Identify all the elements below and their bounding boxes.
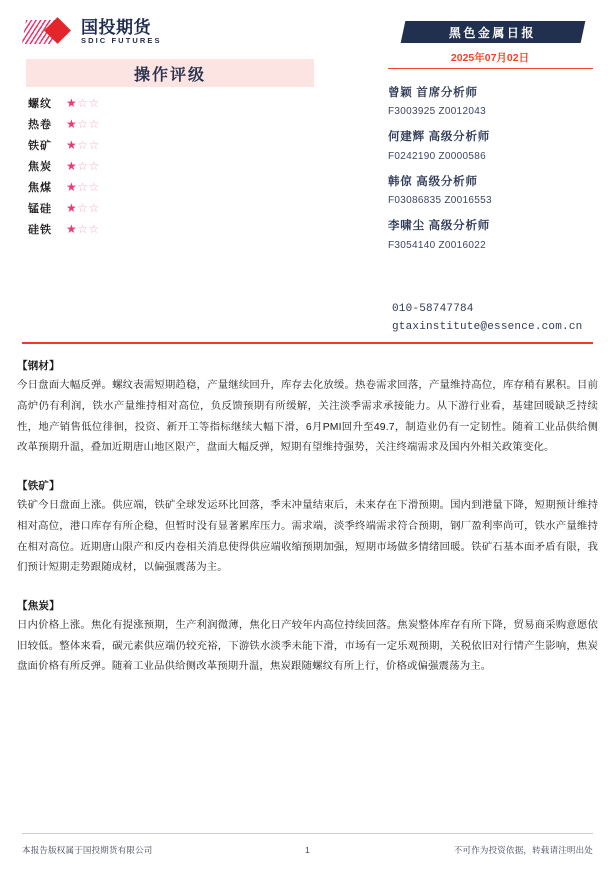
rating-row	[0, 92, 340, 113]
footer-page-number: 1	[305, 845, 310, 855]
rating-row	[0, 197, 340, 218]
rating-stars	[66, 139, 100, 151]
star-empty-icon: ☆	[88, 137, 100, 152]
analyst-name: 何建辉 高级分析师	[388, 131, 491, 144]
rating-stars	[66, 97, 100, 109]
logo-name-en: SDIC FUTURES	[81, 36, 162, 46]
star-filled-icon: ★	[66, 158, 78, 173]
company-logo	[24, 16, 162, 48]
report-section	[17, 356, 598, 459]
report-section	[17, 476, 598, 579]
star-filled-icon: ★	[66, 179, 78, 194]
star-filled-icon: ★	[66, 137, 78, 152]
rating-row	[0, 113, 340, 134]
rating-row	[0, 218, 340, 239]
report-title-banner	[401, 21, 586, 43]
report-body	[0, 356, 615, 695]
analyst-list	[388, 84, 613, 262]
footer-disclaimer: 不可作为投资依据，转载请注明出处	[453, 845, 593, 855]
rating-stars	[66, 202, 100, 214]
star-empty-icon: ☆	[88, 116, 100, 131]
hatched-diamond-logo-icon	[24, 18, 76, 46]
star-empty-icon: ☆	[88, 95, 100, 110]
analyst-entry	[388, 217, 613, 254]
logo-wordmark	[81, 19, 162, 45]
rating-commodity-name: 锰硅	[28, 202, 52, 215]
analyst-name: 曾颖 首席分析师	[388, 87, 478, 99]
analyst-license-codes: F03086835 Z0016553	[388, 195, 492, 207]
contact-block	[392, 300, 615, 336]
rating-commodity-name: 焦煤	[28, 181, 52, 194]
section-title: 【焦炭】	[17, 599, 60, 612]
analyst-entry	[388, 128, 613, 165]
ratings-list	[0, 92, 340, 239]
report-header	[0, 0, 615, 332]
header-divider	[22, 342, 593, 344]
star-empty-icon: ☆	[77, 200, 89, 215]
rating-stars	[66, 181, 100, 193]
logo-name-cn: 国投期货	[81, 18, 151, 38]
report-section	[17, 596, 598, 678]
footer-copyright: 本报告版权属于国投期货有限公司	[22, 845, 153, 855]
rating-commodity-name: 硅铁	[28, 223, 52, 236]
contact-email[interactable]: gtaxinstitute@essence.com.cn	[392, 321, 583, 334]
contact-phone[interactable]: 010-58747784	[392, 303, 474, 315]
star-filled-icon: ★	[66, 95, 78, 110]
rating-commodity-name: 焦炭	[28, 160, 52, 173]
report-title: 黑色金属日报	[449, 25, 537, 40]
rating-row	[0, 176, 340, 197]
star-filled-icon: ★	[66, 200, 78, 215]
footer-divider	[22, 833, 593, 834]
rating-commodity-name: 热卷	[28, 118, 52, 131]
report-date: 2025年07月02日	[450, 52, 530, 64]
rating-row	[0, 155, 340, 176]
star-empty-icon: ☆	[77, 95, 89, 110]
analyst-name: 李啸尘 高级分析师	[388, 220, 491, 233]
star-filled-icon: ★	[66, 221, 78, 236]
star-empty-icon: ☆	[77, 179, 89, 194]
rating-stars	[66, 223, 100, 235]
star-empty-icon: ☆	[77, 158, 89, 173]
ratings-title: 操作评级	[133, 66, 206, 84]
analyst-license-codes: F0242190 Z0000586	[388, 150, 486, 162]
star-empty-icon: ☆	[77, 221, 89, 236]
ratings-title-band	[26, 59, 314, 87]
section-title: 【铁矿】	[17, 479, 60, 492]
report-footer	[22, 844, 593, 856]
analyst-license-codes: F3003925 Z0012043	[388, 106, 486, 118]
analyst-name: 韩倞 高级分析师	[388, 175, 478, 188]
analyst-license-codes: F3054140 Z0016022	[388, 239, 486, 251]
rating-commodity-name: 铁矿	[28, 139, 52, 152]
star-empty-icon: ☆	[88, 200, 100, 215]
analyst-entry	[388, 173, 613, 210]
section-body-text: 日内价格上涨。焦化有提涨预期，生产利润微薄，焦化日产较年内高位持续回落。焦炭整体库存有所下降，贸易商采购意愿依旧较低。整体来看，碳元素供应端仍较充裕，下游铁水淡季未能下滑，市场有一定乐观预期，关税依旧对行情产生影响，焦炭盘面价格有所反弹。随着工业品供给侧改革预期升温，焦炭跟随螺纹有所上行，价格或偏强震荡为主。	[17, 620, 598, 673]
section-title: 【钢材】	[17, 360, 60, 372]
date-divider	[388, 68, 593, 69]
rating-stars	[66, 160, 100, 172]
rating-row	[0, 134, 340, 155]
star-filled-icon: ★	[66, 116, 78, 131]
star-empty-icon: ☆	[88, 158, 100, 173]
star-empty-icon: ☆	[88, 221, 100, 236]
rating-commodity-name: 螺纹	[28, 97, 52, 110]
star-empty-icon: ☆	[77, 137, 89, 152]
section-body-text: 今日盘面大幅反弹。螺纹表需短期趋稳，产量继续回升，库存去化放缓。热卷需求回落，产量维持高位，库存稍有累积。目前高炉仍有利润，铁水产量维持相对高位，负反馈预期有所缓解，关注淡季需求承接能力。从下游行业看，基建回暖缺乏持续性，地产销售低位徘徊，投资、新开工等指标继续大幅下滑，6月PMI回升至49.7，制造业仍有一定韧性。随着工业品供给侧改革预期升温，叠加近期唐山地区限产，盘面大幅反弹，短期有望维持强势，关注终端需求及国内外相关政策变化。	[17, 380, 598, 454]
section-body-text: 铁矿今日盘面上涨。供应端，铁矿全球发运环比回落，季末冲量结束后，未来存在下滑预期。国内到港量下降，短期预计维持相对高位，港口库存有所企稳，但暂时没有显著累库压力。需求端，淡季终端需求符合预期，钢厂盈利率尚可，铁水产量维持在相对高位。近期唐山限产和反内卷相关消息使得供应端收缩预期加强，短期市场做多情绪回暖。铁矿石基本面矛盾有限，我们预计短期走势跟随成材，以偏强震荡为主。	[17, 500, 598, 574]
analyst-entry	[388, 84, 613, 121]
star-empty-icon: ☆	[88, 179, 100, 194]
rating-stars	[66, 118, 100, 130]
star-empty-icon: ☆	[77, 116, 89, 131]
